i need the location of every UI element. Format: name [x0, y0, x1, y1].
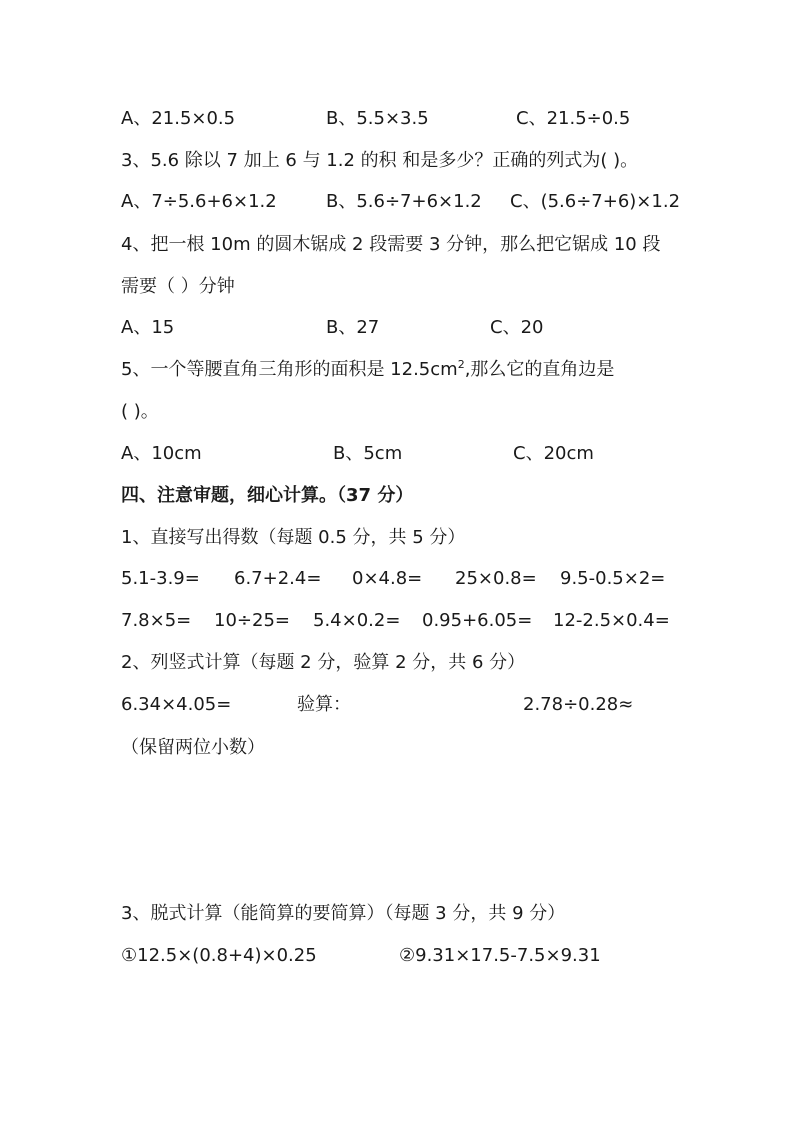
- calc-2-3: 5.4×0.2=: [313, 610, 401, 631]
- q3-option-c: C、(5.6÷7+6)×1.2: [510, 191, 681, 212]
- calc-1-4: 25×0.8=: [455, 568, 537, 589]
- q5-stem-sup: 2: [457, 358, 465, 371]
- q5-stem-after: ,那么它的直角边是: [464, 359, 615, 380]
- vertical-calc-2: 2.78÷0.28≈: [523, 694, 634, 715]
- stepwise-calc-2: ②9.31×17.5-7.5×9.31: [399, 945, 601, 966]
- q2-option-b: B、5.5×3.5: [326, 108, 429, 129]
- q2-option-c: C、21.5÷0.5: [516, 108, 631, 129]
- calc-1-3: 0×4.8=: [352, 568, 423, 589]
- q3-option-a: A、7÷5.6+6×1.2: [121, 191, 277, 212]
- calc-2-5: 12-2.5×0.4=: [553, 610, 670, 631]
- q5-option-c: C、20cm: [513, 443, 594, 464]
- calc-1-5: 9.5-0.5×2=: [560, 568, 666, 589]
- calc-2-4: 0.95+6.05=: [422, 610, 533, 631]
- check-label: 验算：: [297, 694, 351, 715]
- vertical-calc-1: 6.34×4.05=: [121, 694, 232, 715]
- section4-heading: 四、注意审题，细心计算。（37 分）: [121, 485, 414, 506]
- q5-option-b: B、5cm: [333, 443, 403, 464]
- q4-option-a: A、15: [121, 317, 175, 338]
- stepwise-calc-1: ①12.5×(0.8+4)×0.25: [121, 945, 317, 966]
- q2-option-a: A、21.5×0.5: [121, 108, 236, 129]
- part1-title: 1、直接写出得数（每题 0.5 分，共 5 分）: [121, 527, 466, 548]
- q4-stem-line2: 需要（ ）分钟: [121, 276, 235, 297]
- q5-option-a: A、10cm: [121, 443, 202, 464]
- q3-option-b: B、5.6÷7+6×1.2: [326, 191, 482, 212]
- q5-stem-before: 5、一个等腰直角三角形的面积是 12.5cm: [121, 359, 458, 380]
- q5-stem-line1: [121, 358, 614, 382]
- q5-stem-line2: ( )。: [121, 401, 159, 422]
- q3-stem: 3、5.6 除以 7 加上 6 与 1.2 的积 和是多少？正确的列式为( )。: [121, 150, 639, 171]
- calc-1-1: 5.1-3.9=: [121, 568, 200, 589]
- calc-2-1: 7.8×5=: [121, 610, 192, 631]
- rounding-note: （保留两位小数）: [121, 737, 265, 758]
- part3-title: 3、脱式计算（能简算的要简算）（每题 3 分，共 9 分）: [121, 903, 566, 924]
- part2-title: 2、列竖式计算（每题 2 分，验算 2 分，共 6 分）: [121, 652, 526, 673]
- q4-stem-line1: 4、把一根 10m 的圆木锯成 2 段需要 3 分钟，那么把它锯成 10 段: [121, 234, 661, 255]
- calc-1-2: 6.7+2.4=: [234, 568, 322, 589]
- calc-2-2: 10÷25=: [214, 610, 290, 631]
- q4-option-c: C、20: [490, 317, 544, 338]
- q4-option-b: B、27: [326, 317, 380, 338]
